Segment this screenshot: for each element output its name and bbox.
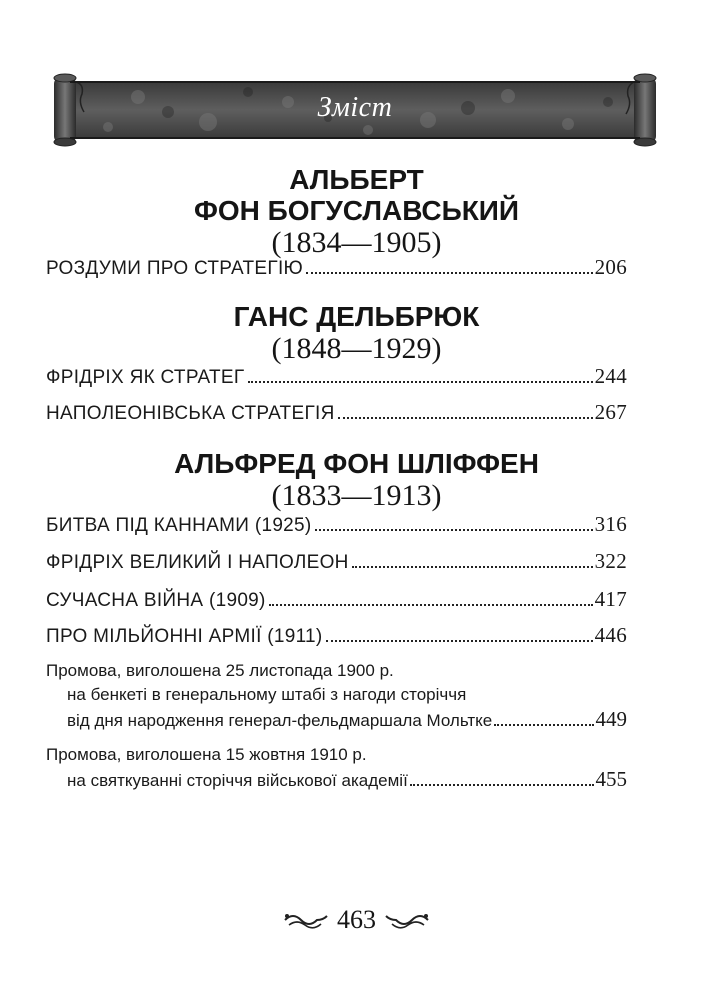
author-years: (1848—1929)	[271, 332, 442, 365]
author-years: (1834—1905)	[271, 226, 442, 259]
page-footer	[0, 900, 713, 940]
dot-leader	[269, 604, 593, 606]
speech-last-line	[46, 707, 627, 733]
speech-line: на святкуванні сторіччя військової академії	[67, 771, 408, 790]
author-years: (1833—1913)	[271, 479, 442, 512]
swirl-ornament-icon	[384, 910, 430, 930]
dot-leader	[352, 566, 593, 568]
dot-leader	[410, 784, 594, 786]
author-name-line1: АЛЬБЕРТ	[289, 164, 424, 195]
speech-line: Промова, виголошена 25 листопада 1900 р.	[46, 661, 394, 680]
toc-entry[interactable]	[46, 512, 627, 538]
toc-entry-page: 322	[594, 549, 627, 573]
page-number: 463	[337, 905, 376, 934]
toc-entry-page: 449	[595, 707, 627, 731]
toc-entry-title: ПРО МІЛЬЙОННІ АРМІЇ (1911)	[46, 626, 323, 647]
dot-leader	[315, 529, 593, 531]
author-name-line1: АЛЬФРЕД ФОН ШЛІФФЕН	[174, 448, 539, 479]
speech-line: Промова, виголошена 15 жовтня 1910 р.	[46, 745, 367, 764]
speech-line: на бенкеті в генеральному штабі з нагоди сторіччя	[67, 685, 467, 704]
dot-leader	[494, 724, 593, 726]
toc-entry-page: 244	[594, 364, 627, 388]
toc-entry[interactable]	[46, 400, 627, 426]
toc-entry-title: ФРІДРІХ ЯК СТРАТЕГ	[46, 367, 245, 388]
toc-entry-title: РОЗДУМИ ПРО СТРАТЕГІЮ	[46, 258, 304, 279]
toc-entry-page: 316	[594, 512, 627, 536]
toc-entry-title: СУЧАСНА ВІЙНА (1909)	[46, 590, 266, 611]
toc-entry-title: ФРІДРІХ ВЕЛИКИЙ І НАПОЛЕОН	[46, 552, 349, 573]
speech-last-line	[46, 767, 627, 793]
author-heading-schlieffen	[0, 448, 713, 512]
toc-entry-page: 455	[595, 767, 627, 791]
toc-entry[interactable]	[46, 587, 627, 613]
dot-leader	[306, 272, 593, 274]
toc-entry-page: 206	[594, 255, 627, 279]
dot-leader	[248, 381, 593, 383]
toc-entry-page: 446	[594, 623, 627, 647]
author-name-line1: ГАНС ДЕЛЬБРЮК	[233, 301, 480, 332]
toc-entry[interactable]	[46, 549, 627, 575]
toc-entry[interactable]	[46, 364, 627, 390]
author-heading-delbruck	[0, 301, 713, 365]
speech-line: від дня народження генерал-фельдмаршала Мольтке	[67, 711, 493, 730]
dot-leader	[326, 640, 593, 642]
toc-entry-title: БИТВА ПІД КАННАМИ (1925)	[46, 515, 312, 536]
contents-banner	[48, 72, 662, 148]
toc-speech-entry[interactable]	[46, 659, 627, 733]
toc-speech-entry[interactable]	[46, 743, 627, 793]
author-name-line2: ФОН БОГУСЛАВСЬКИЙ	[193, 195, 520, 226]
toc-entry-title: НАПОЛЕОНІВСЬКА СТРАТЕГІЯ	[46, 403, 335, 424]
dot-leader	[338, 417, 593, 419]
toc-entry-page: 417	[594, 587, 627, 611]
toc-entry-page: 267	[594, 400, 627, 424]
contents-title: Зміст	[317, 92, 393, 123]
toc-entry[interactable]	[46, 255, 627, 281]
toc-entry[interactable]	[46, 623, 627, 649]
swirl-ornament-icon	[283, 910, 329, 930]
author-heading-boguslawski	[0, 164, 713, 259]
